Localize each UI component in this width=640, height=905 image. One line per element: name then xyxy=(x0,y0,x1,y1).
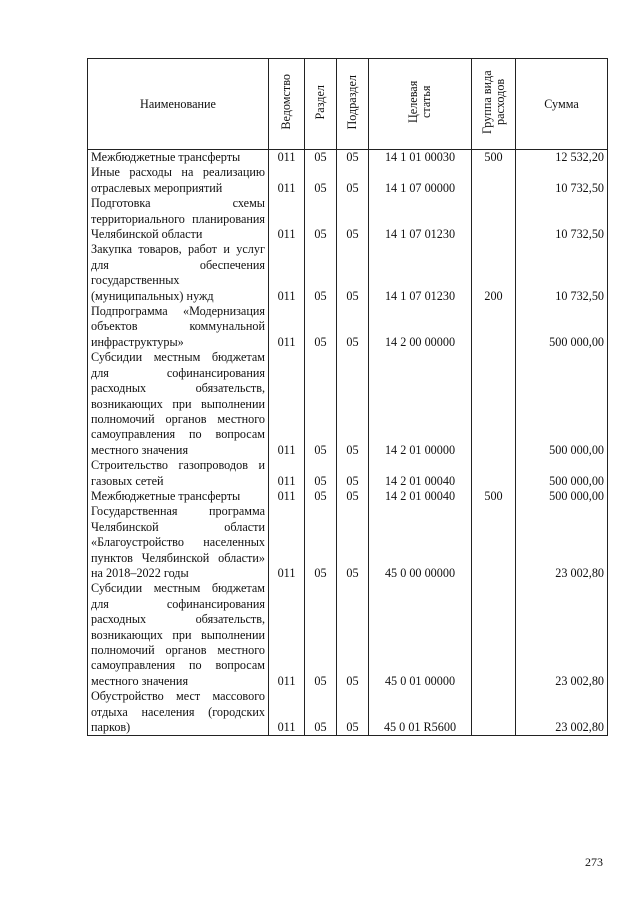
row-name: Субсидии местным бюджетам для софинансирования расходных обязательств, возникающих при выполнении полномочий органов местного самоуправления по вопросам местного значения xyxy=(88,350,269,458)
row-subsection: 05 xyxy=(337,350,369,458)
row-department: 011 xyxy=(269,504,305,581)
row-subsection: 05 xyxy=(337,458,369,489)
row-department: 011 xyxy=(269,304,305,350)
row-target-article: 45 0 01 00000 xyxy=(369,581,472,689)
row-department: 011 xyxy=(269,458,305,489)
row-amount: 10 732,50 xyxy=(516,242,608,304)
table-row xyxy=(88,150,608,166)
row-department: 011 xyxy=(269,689,305,736)
row-expense-group: 500 xyxy=(472,150,516,166)
header-target-article: Целевая статья xyxy=(369,59,472,150)
row-subsection: 05 xyxy=(337,504,369,581)
row-amount: 23 002,80 xyxy=(516,504,608,581)
row-name: Межбюджетные трансферты xyxy=(88,150,269,166)
row-section: 05 xyxy=(305,242,337,304)
row-name: Обустройство мест массового отдыха населения (городских парков) xyxy=(88,689,269,736)
row-section: 05 xyxy=(305,458,337,489)
row-target-article: 45 0 01 R5600 xyxy=(369,689,472,736)
budget-table xyxy=(87,58,608,736)
table-row xyxy=(88,350,608,458)
table-row xyxy=(88,242,608,304)
row-target-article: 14 1 07 01230 xyxy=(369,196,472,242)
row-expense-group xyxy=(472,581,516,689)
page-number: 273 xyxy=(585,855,603,869)
row-section: 05 xyxy=(305,196,337,242)
row-amount: 23 002,80 xyxy=(516,689,608,736)
row-subsection: 05 xyxy=(337,165,369,196)
row-amount: 10 732,50 xyxy=(516,196,608,242)
row-target-article: 14 1 01 00030 xyxy=(369,150,472,166)
table-row xyxy=(88,165,608,196)
row-subsection: 05 xyxy=(337,581,369,689)
row-target-article: 14 2 01 00000 xyxy=(369,350,472,458)
row-section: 05 xyxy=(305,304,337,350)
header-subsection: Подраздел xyxy=(337,59,369,150)
header-section: Раздел xyxy=(305,59,337,150)
row-section: 05 xyxy=(305,350,337,458)
row-department: 011 xyxy=(269,242,305,304)
row-amount: 10 732,50 xyxy=(516,165,608,196)
row-subsection: 05 xyxy=(337,304,369,350)
row-name: Межбюджетные трансферты xyxy=(88,489,269,504)
row-name: Строительство газопроводов и газовых сетей xyxy=(88,458,269,489)
row-department: 011 xyxy=(269,165,305,196)
row-subsection: 05 xyxy=(337,689,369,736)
row-amount: 500 000,00 xyxy=(516,350,608,458)
row-section: 05 xyxy=(305,581,337,689)
row-expense-group xyxy=(472,304,516,350)
table-row xyxy=(88,196,608,242)
row-target-article: 14 2 00 00000 xyxy=(369,304,472,350)
row-section: 05 xyxy=(305,689,337,736)
header-name: Наименование xyxy=(88,59,269,150)
row-expense-group: 500 xyxy=(472,489,516,504)
row-department: 011 xyxy=(269,196,305,242)
table-header-row xyxy=(88,59,608,150)
row-amount: 500 000,00 xyxy=(516,458,608,489)
row-expense-group xyxy=(472,165,516,196)
row-amount: 500 000,00 xyxy=(516,489,608,504)
table-row xyxy=(88,458,608,489)
row-department: 011 xyxy=(269,581,305,689)
row-target-article: 14 1 07 01230 xyxy=(369,242,472,304)
table-row xyxy=(88,304,608,350)
row-section: 05 xyxy=(305,489,337,504)
row-amount: 23 002,80 xyxy=(516,581,608,689)
row-target-article: 14 2 01 00040 xyxy=(369,489,472,504)
row-expense-group xyxy=(472,458,516,489)
table-row xyxy=(88,581,608,689)
table-row xyxy=(88,689,608,736)
header-expense-group: Группа вида расходов xyxy=(472,59,516,150)
header-department: Ведомство xyxy=(269,59,305,150)
row-name: Субсидии местным бюджетам для софинансирования расходных обязательств, возникающих при выполнении полномочий органов местного самоуправления по вопросам местного значения xyxy=(88,581,269,689)
row-subsection: 05 xyxy=(337,489,369,504)
row-expense-group xyxy=(472,689,516,736)
row-target-article: 14 1 07 00000 xyxy=(369,165,472,196)
row-subsection: 05 xyxy=(337,150,369,166)
row-target-article: 14 2 01 00040 xyxy=(369,458,472,489)
row-name: Закупка товаров, работ и услуг для обеспечения государственных (муниципальных) нужд xyxy=(88,242,269,304)
row-expense-group xyxy=(472,196,516,242)
row-section: 05 xyxy=(305,504,337,581)
row-subsection: 05 xyxy=(337,196,369,242)
row-section: 05 xyxy=(305,150,337,166)
row-name: Подготовка схемы территориального планирования Челябинской области xyxy=(88,196,269,242)
row-target-article: 45 0 00 00000 xyxy=(369,504,472,581)
row-section: 05 xyxy=(305,165,337,196)
row-department: 011 xyxy=(269,150,305,166)
row-name: Иные расходы на реализацию отраслевых мероприятий xyxy=(88,165,269,196)
table-row xyxy=(88,504,608,581)
row-expense-group: 200 xyxy=(472,242,516,304)
table-row xyxy=(88,489,608,504)
row-amount: 12 532,20 xyxy=(516,150,608,166)
row-expense-group xyxy=(472,350,516,458)
row-department: 011 xyxy=(269,489,305,504)
row-name: Государственная программа Челябинской области «Благоустройство населенных пунктов Челябинской области» на 2018–2022 годы xyxy=(88,504,269,581)
row-expense-group xyxy=(472,504,516,581)
row-amount: 500 000,00 xyxy=(516,304,608,350)
row-department: 011 xyxy=(269,350,305,458)
row-subsection: 05 xyxy=(337,242,369,304)
header-amount: Сумма xyxy=(516,59,608,150)
row-name: Подпрограмма «Модернизация объектов коммунальной инфраструктуры» xyxy=(88,304,269,350)
